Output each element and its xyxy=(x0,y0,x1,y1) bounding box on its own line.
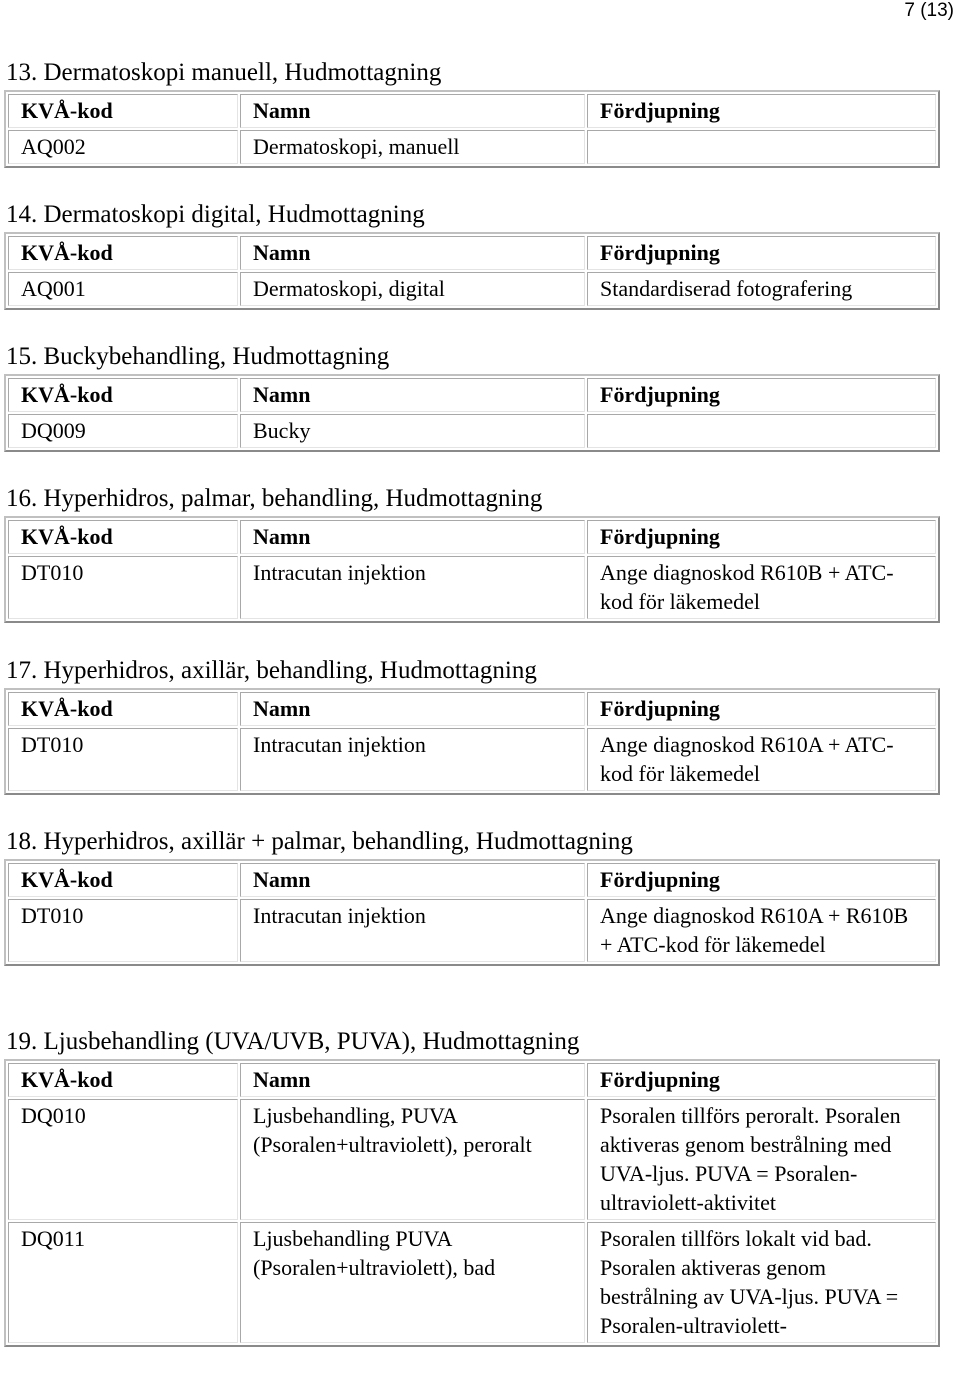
page-number: 7 (13) xyxy=(904,0,954,21)
table-row xyxy=(8,1099,936,1220)
cell-detail xyxy=(587,414,936,448)
header-code: KVÅ-kod xyxy=(8,692,238,726)
header-name: Namn xyxy=(240,94,585,128)
table-row xyxy=(8,414,936,448)
header-name: Namn xyxy=(240,520,585,554)
section-18 xyxy=(4,825,942,966)
cell-detail: Ange diagnoskod R610A + ATC-kod för läkemedel xyxy=(587,728,936,791)
procedure-table xyxy=(4,374,940,452)
table-header-row xyxy=(8,1063,936,1097)
section-title: 19. Ljusbehandling (UVA/UVB, PUVA), Hudmottagning xyxy=(6,1028,580,1055)
table-header-row xyxy=(8,94,936,128)
header-detail: Fördjupning xyxy=(587,863,936,897)
cell-name: Ljusbehandling PUVA (Psoralen+ultraviolett), bad xyxy=(240,1222,585,1343)
section-16 xyxy=(4,482,942,623)
header-code: KVÅ-kod xyxy=(8,520,238,554)
header-code: KVÅ-kod xyxy=(8,94,238,128)
cell-name: Dermatoskopi, manuell xyxy=(240,130,585,164)
procedure-table xyxy=(4,859,940,966)
section-title: 14. Dermatoskopi digital, Hudmottagning xyxy=(6,201,425,228)
section-title: 13. Dermatoskopi manuell, Hudmottagning xyxy=(6,59,442,86)
header-detail: Fördjupning xyxy=(587,1063,936,1097)
header-detail: Fördjupning xyxy=(587,236,936,270)
table-header-row xyxy=(8,863,936,897)
cell-detail: Psoralen tillförs peroralt. Psoralen aktiveras genom bestrålning med UVA-ljus. PUVA = Psoralen-ultraviolett-aktivitet xyxy=(587,1099,936,1220)
cell-code: DT010 xyxy=(8,899,238,962)
cell-code: DT010 xyxy=(8,728,238,791)
procedure-table xyxy=(4,516,940,623)
header-detail: Fördjupning xyxy=(587,378,936,412)
table-row xyxy=(8,556,936,619)
section-13 xyxy=(4,56,942,168)
table-header-row xyxy=(8,692,936,726)
cell-name: Intracutan injektion xyxy=(240,728,585,791)
cell-name: Intracutan injektion xyxy=(240,899,585,962)
cell-name: Dermatoskopi, digital xyxy=(240,272,585,306)
procedure-table xyxy=(4,1059,940,1347)
section-title: 18. Hyperhidros, axillär + palmar, behandling, Hudmottagning xyxy=(6,828,633,855)
cell-detail xyxy=(587,130,936,164)
header-name: Namn xyxy=(240,378,585,412)
header-code: KVÅ-kod xyxy=(8,1063,238,1097)
header-name: Namn xyxy=(240,863,585,897)
cell-code: DQ009 xyxy=(8,414,238,448)
cell-detail: Standardiserad fotografering xyxy=(587,272,936,306)
header-code: KVÅ-kod xyxy=(8,378,238,412)
section-title: 16. Hyperhidros, palmar, behandling, Hudmottagning xyxy=(6,485,543,512)
cell-detail: Ange diagnoskod R610A + R610B + ATC-kod för läkemedel xyxy=(587,899,936,962)
table-row xyxy=(8,1222,936,1343)
cell-detail: Psoralen tillförs lokalt vid bad. Psoralen aktiveras genom bestrålning av UVA-ljus. PUVA = Psoralen-ultraviolett- xyxy=(587,1222,936,1343)
header-detail: Fördjupning xyxy=(587,94,936,128)
table-row xyxy=(8,899,936,962)
section-17 xyxy=(4,654,942,795)
section-14 xyxy=(4,198,942,310)
cell-name: Ljusbehandling, PUVA (Psoralen+ultraviolett), peroralt xyxy=(240,1099,585,1220)
cell-name: Intracutan injektion xyxy=(240,556,585,619)
table-header-row xyxy=(8,378,936,412)
cell-code: DQ010 xyxy=(8,1099,238,1220)
table-row xyxy=(8,272,936,306)
header-code: KVÅ-kod xyxy=(8,863,238,897)
header-name: Namn xyxy=(240,236,585,270)
table-header-row xyxy=(8,236,936,270)
header-detail: Fördjupning xyxy=(587,520,936,554)
cell-code: DT010 xyxy=(8,556,238,619)
header-name: Namn xyxy=(240,1063,585,1097)
table-header-row xyxy=(8,520,936,554)
table-row xyxy=(8,728,936,791)
procedure-table xyxy=(4,688,940,795)
cell-code: AQ002 xyxy=(8,130,238,164)
section-19 xyxy=(4,1025,942,1347)
section-title: 17. Hyperhidros, axillär, behandling, Hudmottagning xyxy=(6,657,537,684)
header-detail: Fördjupning xyxy=(587,692,936,726)
header-name: Namn xyxy=(240,692,585,726)
cell-detail: Ange diagnoskod R610B + ATC-kod för läkemedel xyxy=(587,556,936,619)
procedure-table xyxy=(4,90,940,168)
procedure-table xyxy=(4,232,940,310)
cell-name: Bucky xyxy=(240,414,585,448)
cell-code: DQ011 xyxy=(8,1222,238,1343)
cell-code: AQ001 xyxy=(8,272,238,306)
section-title: 15. Buckybehandling, Hudmottagning xyxy=(6,343,390,370)
section-15 xyxy=(4,340,942,452)
table-row xyxy=(8,130,936,164)
header-code: KVÅ-kod xyxy=(8,236,238,270)
